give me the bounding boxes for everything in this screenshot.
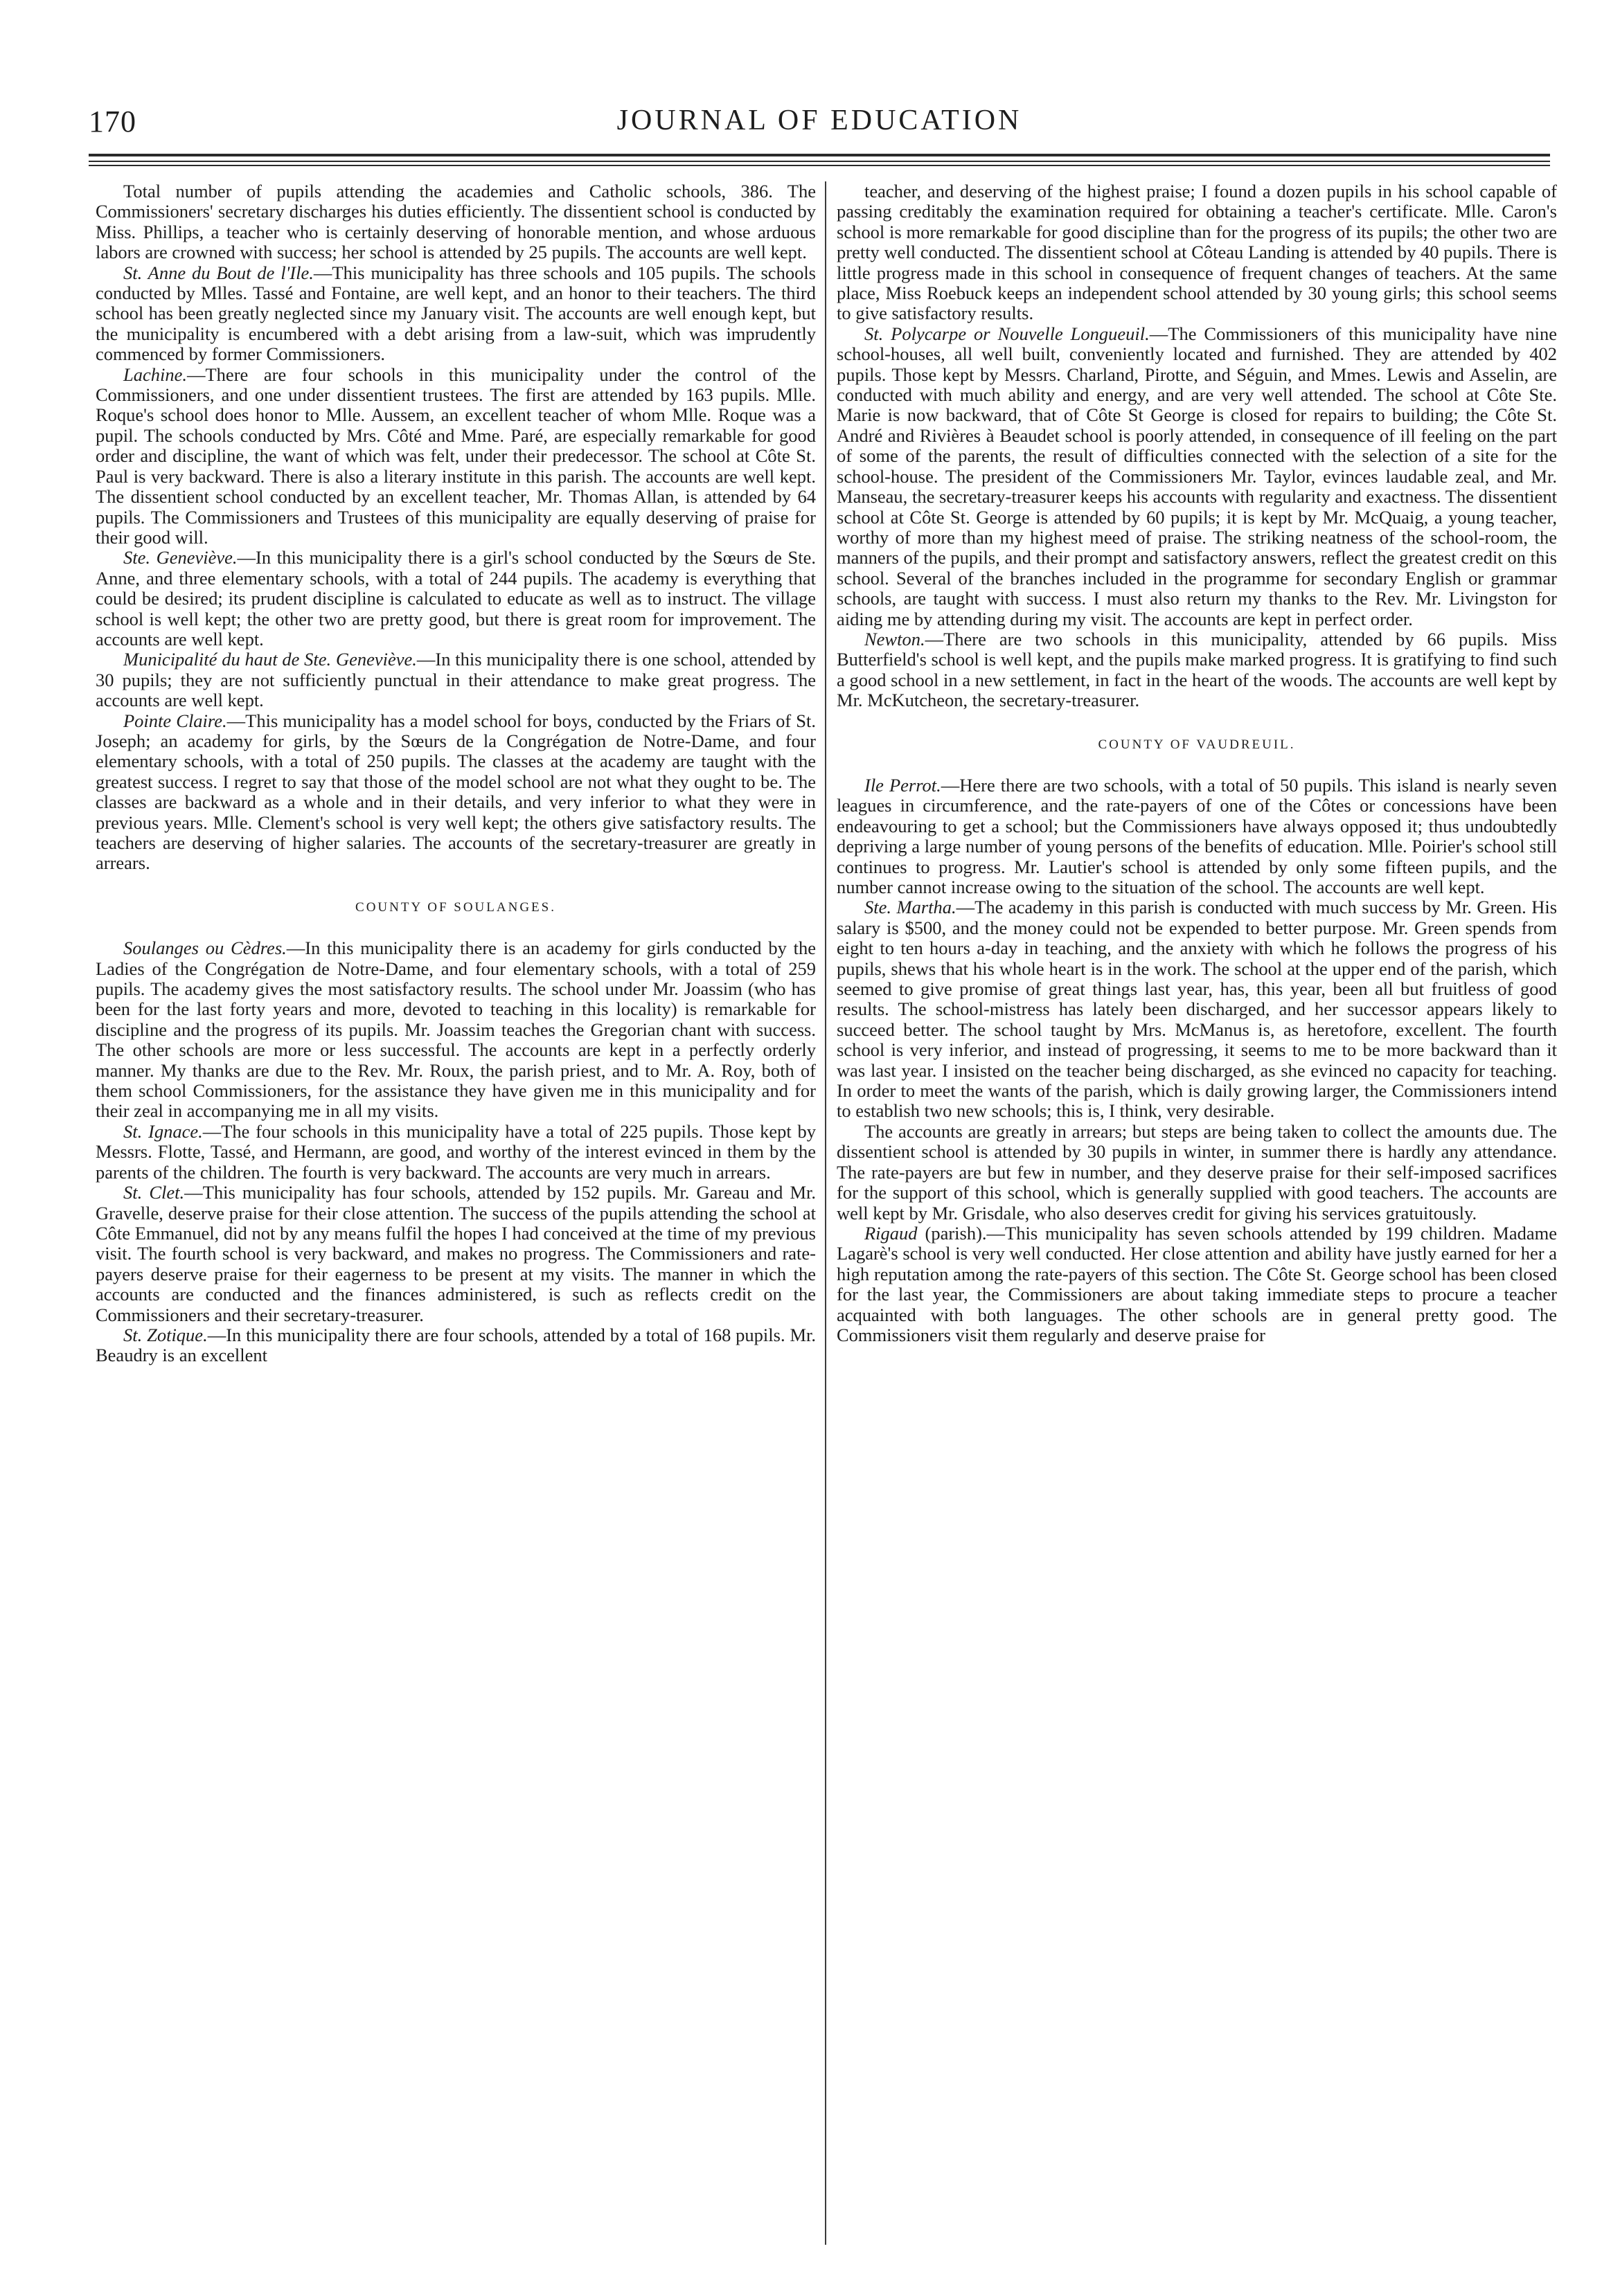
municipality-name: St. Polycarpe or Nouvelle Longueuil. — [864, 323, 1150, 344]
page-header — [89, 104, 1550, 152]
paragraph — [96, 1122, 816, 1183]
paragraph-text: —The four schools in this municipality have a total of 225 pupils. Those kept by Messrs. Flotte, Tassé, and Hermann, are good, and worthy of the interest evinced in them by the parents of the children. The fourth is very backward. The accounts are very much in arrears. — [96, 1120, 816, 1183]
left-column — [96, 181, 816, 2252]
municipality-name: St. Ignace. — [123, 1120, 203, 1142]
paragraph-text: —There are two schools in this municipality, attended by 66 pupils. Miss Butterfield's school is well kept, and the pupils make marked progress. It is gratifying to find such a good school in a new settlement, in fact in the heart of the woods. The accounts are well kept by Mr. McKutcheon, the secretary-treasurer. — [837, 628, 1557, 711]
paragraph-text: —This municipality has four schools, attended by 152 pupils. Mr. Gareau and Mr. Gravelle, deserve praise for their close attention. The success of the pupils attending the school at Côte Emmanuel, did not by any means fulfil the hopes I had conceived at the time of my previous visit. The fourth school is very backward, and makes no progress. The Commissioners and rate-payers deserve praise for their eagerness to be present at my visits. The manner in which the accounts are conducted and the finances administered, is such as reflects credit on the Commissioners and their secretary-treasurer. — [96, 1182, 816, 1325]
paragraph — [96, 548, 816, 649]
paragraph — [837, 181, 1557, 324]
municipality-name: St. Zotique. — [123, 1324, 208, 1345]
paragraph-text: —In this municipality there are four schools, attended by a total of 168 pupils. Mr. Beaudry is an excellent — [96, 1324, 816, 1366]
page-number: 170 — [89, 105, 136, 138]
municipality-name: Soulanges ou Cèdres. — [123, 938, 287, 959]
paragraph — [837, 897, 1557, 1121]
paragraph — [96, 938, 816, 1122]
county-heading: COUNTY OF SOULANGES. — [355, 899, 556, 915]
municipality-name: Newton. — [864, 628, 925, 649]
municipality-name: Municipalité du haut de Ste. Geneviève. — [123, 649, 417, 670]
paragraph — [96, 263, 816, 365]
municipality-name: Ste. Martha. — [864, 897, 956, 918]
paragraph — [837, 324, 1557, 629]
paragraph-text: teacher, and deserving of the highest praise; I found a dozen pupils in his school capable of passing creditably the examination required for obtaining a teacher's certificate. Mlle. Caron's school is more remarkable for good discipline than for the progress of its pupils; the other two are pretty well conducted. The dissentient school at Côteau Landing is attended by 40 pupils. There is little progress made in this school in consequence of frequent changes of teachers. At the same place, Miss Roebuck keeps an independent school attended by 30 young girls; this school seems to give satisfactory results. — [837, 181, 1557, 324]
paragraph — [96, 181, 816, 263]
paragraph — [96, 365, 816, 548]
paragraph-text: —This municipality has a model school for boys, conducted by the Friars of St. Joseph; an academy for girls, by the Sœurs de la Congrégation de Notre-Dame, and four elementary schools, with a total of 250 pupils. The classes at the academy are taught with the greatest success. I regret to say that those of the model school are not what they ought to be. The classes are backward as a whole and in their details, and very inferior to what they were in previous years. Mlle. Clement's school is very well kept; the others give satisfactory results. The teachers are deserving of higher salaries. The accounts of the secretary-treasurer are greatly in arrears. — [96, 710, 816, 874]
right-column — [837, 181, 1557, 2252]
header-rule — [89, 154, 1550, 156]
municipality-name: Lachine. — [123, 364, 187, 385]
municipality-name: Ile Perrot. — [864, 774, 941, 796]
paragraph — [837, 775, 1557, 897]
paragraph — [96, 649, 816, 710]
running-title: JOURNAL OF EDUCATION — [616, 105, 1022, 136]
paragraph-text: —The academy in this parish is conducted with much success by Mr. Green. His salary is $500, and the money could not be expended to better purpose. Mr. Green spends from eight to ten hours a-day in teaching, and the anxiety with which he follows the progress of his pupils, shews that his whole heart is in the work. The school at the upper end of the parish, which seemed to give promise of great things last year, has, this year, been all but fruitless of good results. The school-mistress has lately been discharged, and her successor appears likely to succeed better. The school taught by Mrs. McManus is, as heretofore, excellent. The fourth school is very inferior, and instead of progressing, it seems to me to be more backward than it was last year. I insisted on the teacher being discharged, as she evinced no capacity for teaching. In order to meet the wants of the parish, which is daily growing larger, the Commissioners intend to establish two new schools; this is, I think, very desirable. — [837, 897, 1557, 1122]
paragraph-text: —This municipality has three schools and 105 pupils. The schools conducted by Mlles. Tassé and Fontaine, are well kept, and an honor to their teachers. The third school has been greatly neglected since my January visit. The accounts are well enough kept, but the municipality is encumbered with a debt arising from a law-suit, which was imprudently commenced by former Commissioners. — [96, 262, 816, 365]
column-divider — [825, 181, 826, 2245]
paragraph-text: —Here there are two schools, with a total of 50 pupils. This island is nearly seven leagues in circumference, and the rate-payers of one of the Côtes or concessions have been endeavouring to get a school; but the Commissioners have always opposed it; thus undoubtedly depriving a large number of young persons of the benefits of education. Mlle. Poirier's school still continues to progress. Mr. Lautier's school is attended by only some fifteen pupils, and the number cannot increase owing to the situation of the school. The accounts are well kept. — [837, 774, 1557, 897]
paragraph — [96, 1325, 816, 1366]
paragraph — [837, 1122, 1557, 1223]
paragraph-text: Total number of pupils attending the academies and Catholic schools, 386. The Commissioners' secretary discharges his duties efficiently. The dissentient school is conducted by Miss. Phillips, a teacher who is certainly deserving of honorable mention, and whose arduous labors are crowned with success; her school is attended by 25 pupils. The accounts are well kept. — [96, 181, 816, 263]
paragraph-text: —There are four schools in this municipality under the control of the Commissioners, and one under dissentient trustees. The first are attended by 163 pupils. Mlle. Roque's school does honor to Mlle. Aussem, an excellent teacher of whom Mlle. Roque was a pupil. The schools conducted by Mrs. Côté and Mme. Paré, are especially remarkable for good order and discipline, the want of which was felt, under their predecessor. The school at Côte St. Paul is very backward. There is also a literary institute in this parish. The accounts are well kept. The dissentient school conducted by an excellent teacher, Mr. Thomas Allan, is attended by 64 pupils. The Commissioners and Trustees of this municipality are equally deserving of praise for their good will. — [96, 364, 816, 548]
paragraph-text: The accounts are greatly in arrears; but steps are being taken to collect the amounts due. The dissentient school is attended by 30 pupils in winter, in summer there is hardly any attendance. The rate-payers are but few in number, and they deserve praise for their self-imposed sacrifices for the support of this school, which is generally supplied with good teachers. The accounts are well kept by Mr. Grisdale, who also deserves credit for giving his services gratuitously. — [837, 1120, 1557, 1223]
header-rule — [89, 165, 1550, 166]
paragraph-text: —In this municipality there is one school, attended by 30 pupils; they are not sufficiently punctual in their attendance to make great progress. The accounts are well kept. — [96, 649, 816, 711]
paragraph-text: —In this municipality there is a girl's school conducted by the Sœurs de Ste. Anne, and three elementary schools, with a total of 244 pupils. The academy is everything that could be desired; its prudent discipline is calculated to educate as well as to instruct. The village school is well kept; the other two are pretty good, but there is great room for improvement. The accounts are well kept. — [96, 547, 816, 649]
municipality-name: Ste. Geneviève. — [123, 547, 238, 568]
municipality-name: St. Anne du Bout de l'Ile. — [123, 262, 314, 283]
paragraph-text: —In this municipality there is an academy for girls conducted by the Ladies of the Congrégation de Notre-Dame, and four elementary schools, with a total of 259 pupils. The academy gives the most satisfactory results. The school under Mr. Joassim (who has been for the last forty years and more, devoted to teaching in this locality) is remarkable for discipline and the progress of its pupils. Mr. Joassim teaches the Gregorian chant with success. The other schools are more or less successful. The accounts are kept in a perfectly orderly manner. My thanks are due to the Rev. Mr. Roux, the parish priest, and to Mr. A. Roy, both of them school Commissioners, for the assistance they have given me in this municipality and for their zeal in accompanying me in all my visits. — [96, 938, 816, 1122]
county-heading: COUNTY OF VAUDREUIL. — [1098, 737, 1296, 752]
paragraph — [837, 1223, 1557, 1345]
municipality-name: Pointe Claire. — [123, 710, 227, 731]
municipality-name: Rigaud — [864, 1222, 918, 1244]
paragraph — [96, 1183, 816, 1325]
header-rule — [89, 161, 1550, 162]
paragraph — [837, 629, 1557, 711]
paragraph-text: (parish).—This municipality has seven schools attended by 199 children. Madame Lagarè's school is very well conducted. Her close attention and ability have justly earned for her a high reputation among the rate-payers of this section. The Côte St. George school has been closed for the last year, the Commissioners are about taking immediate steps to procure a teacher acquainted with both languages. The other schools are in general pretty good. The Commissioners visit them regularly and deserve praise for — [837, 1222, 1557, 1345]
municipality-name: St. Clet. — [123, 1182, 185, 1203]
paragraph-text: —The Commissioners of this municipality have nine school-houses, all well built, conveniently located and furnished. They are attended by 402 pupils. Those kept by Messrs. Charland, Pirotte, and Séguin, and Mmes. Lewis and Asselin, are conducted with much ability and energy, and are very well attended. The school at Côte Ste. Marie is now backward, that of Côte St George is closed for repairs to building; the Côte St. André and Rivières à Beaudet school is poorly attended, in consequence of ill feeling on the part of some of the parents, the result of difficulties connected with the selection of a site for the school-house. The president of the Commissioners Mr. Taylor, evinces laudable zeal, and Mr. Manseau, the secretary-treasurer keeps his accounts with regularity and exactness. The dissentient school at Côte St. George is attended by 60 pupils; it is kept by Mr. McQuaig, a young teacher, worthy of more than my highest meed of praise. The striking neatness of the school-room, the manners of the pupils, and their prompt and satisfactory answers, reflect the greatest credit on this school. Several of the branches included in the programme for secondary English or grammar schools, are taught with success. I must also return my thanks to the Rev. Mr. Livingston for aiding me by attending during my visit. The accounts are kept in perfect order. — [837, 323, 1557, 629]
paragraph — [96, 711, 816, 874]
